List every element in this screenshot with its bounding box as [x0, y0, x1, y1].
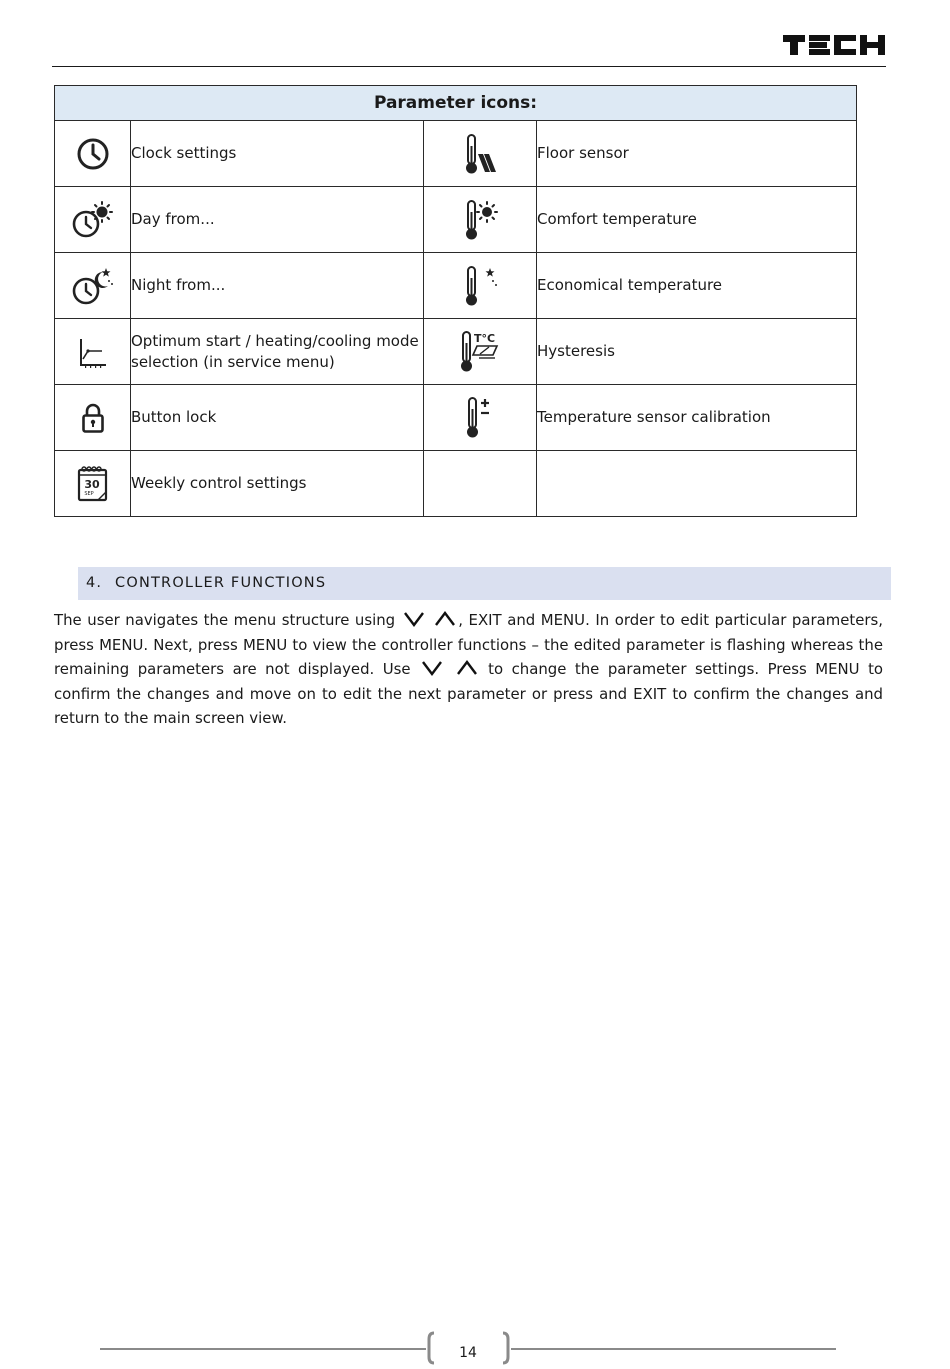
parameter-icons-table [54, 85, 857, 517]
calendar-icon [76, 465, 110, 503]
row-label [537, 451, 857, 517]
paragraph-text: The user navigates the menu structure using [54, 611, 396, 629]
table-row [55, 385, 857, 451]
thermometer-plus-minus-icon [463, 395, 497, 441]
paragraph-text: , EXIT and MENU. In order to edit particular parameters, press MENU. Next, press MENU to view the controller functions – the edited parameter is flashing whereas the remaining parameters are not displayed. Use [54, 611, 883, 678]
footer-rule-right [511, 1348, 836, 1350]
footer-bracket-right [501, 1331, 511, 1365]
footer-bracket-left [426, 1331, 436, 1365]
clock-moon-icon [71, 267, 115, 305]
row-label: Weekly control settings [131, 451, 424, 517]
section-number: 4. [86, 575, 103, 591]
thermometer-moon-icon [461, 264, 499, 308]
tech-logo [783, 32, 885, 58]
row-label: Optimum start / heating/cooling mode selection (in service menu) [131, 319, 424, 385]
row-label: Day from... [131, 187, 424, 253]
clock-sun-icon [71, 201, 115, 239]
paragraph-text: to change the parameter settings. Press MENU to confirm the changes and move on to edit the next parameter or press and EXIT to confirm the changes and return to the main screen view. [54, 660, 884, 727]
thermometer-hysteresis-icon [459, 329, 501, 375]
row-label: Temperature sensor calibration [537, 385, 857, 451]
arrow-down-icon [421, 660, 443, 676]
table-row [55, 187, 857, 253]
footer-rule-left [100, 1348, 426, 1350]
row-label: Night from... [131, 253, 424, 319]
table-row [55, 319, 857, 385]
row-label: Economical temperature [537, 253, 857, 319]
padlock-icon [80, 402, 106, 434]
table-row [55, 121, 857, 187]
floor-sensor-icon [460, 132, 500, 176]
row-label: Hysteresis [537, 319, 857, 385]
section-heading [78, 567, 891, 600]
svg-text:T°C: T°C [474, 331, 496, 345]
svg-text:SEP: SEP [83, 490, 94, 497]
header-rule [52, 66, 886, 67]
row-label: Floor sensor [537, 121, 857, 187]
row-label: Comfort temperature [537, 187, 857, 253]
row-label: Clock settings [131, 121, 424, 187]
svg-text:30: 30 [83, 477, 100, 491]
table-row [55, 451, 857, 517]
section-title: CONTROLLER FUNCTIONS [115, 575, 327, 591]
arrow-down-icon [403, 611, 425, 627]
body-paragraph [54, 608, 883, 731]
optimum-start-graph-icon [76, 335, 110, 369]
table-row [55, 253, 857, 319]
table-title: Parameter icons: [55, 86, 857, 121]
thermometer-sun-icon [461, 198, 499, 242]
clock-icon [75, 136, 111, 172]
page-number: 14 [459, 1345, 477, 1361]
row-label: Button lock [131, 385, 424, 451]
arrow-up-icon [434, 611, 456, 627]
arrow-up-icon [456, 660, 478, 676]
